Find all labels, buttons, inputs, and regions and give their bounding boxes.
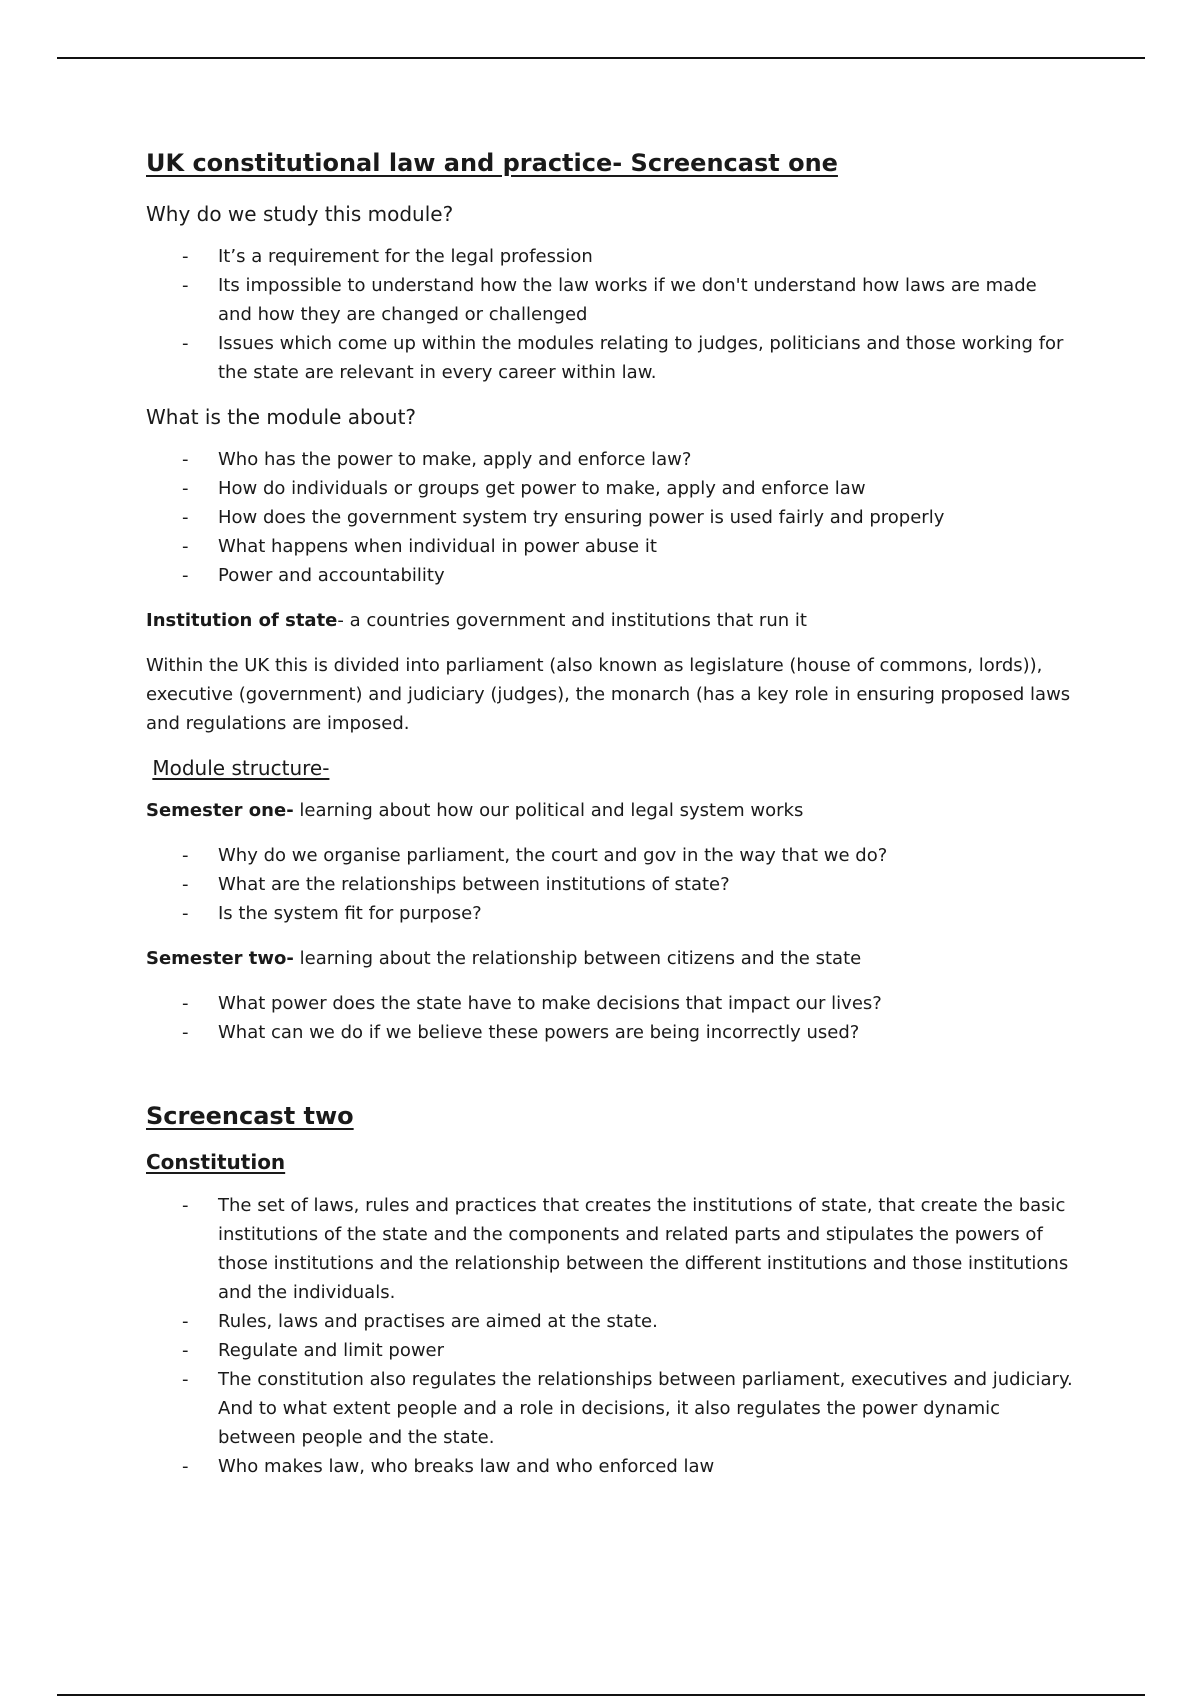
list-item: - How do individuals or groups get power to make, apply and enforce law	[146, 474, 1076, 503]
list-item: - Is the system fit for purpose?	[146, 899, 1076, 928]
institution-term: Institution of state	[146, 610, 338, 631]
constitution-heading: Constitution	[146, 1150, 286, 1174]
institution-definition-text: - a countries government and institutions that run it	[337, 610, 807, 631]
list-item: - What happens when individual in power abuse it	[146, 532, 1076, 561]
section-spacer	[146, 1063, 1076, 1099]
semester-two-paragraph	[146, 944, 1076, 973]
semester-one-paragraph	[146, 796, 1076, 825]
question-module-about: What is the module about?	[146, 405, 417, 429]
constitution-list	[146, 1191, 1076, 1481]
semester-two-list	[146, 989, 1076, 1047]
list-item: - Regulate and limit power	[146, 1336, 1076, 1365]
list-item: - It’s a requirement for the legal profession	[146, 242, 1076, 271]
module-structure-label: Module structure-	[152, 756, 330, 780]
module-structure-heading	[146, 754, 1076, 782]
uk-division-paragraph: Within the UK this is divided into parliament (also known as legislature (house of commons, lords)), executive (government) and judiciary (judges), the monarch (has a key role in ensuring proposed laws and regulations are imposed.	[146, 655, 1071, 734]
institution-definition	[146, 606, 1076, 635]
list-item: - Who has the power to make, apply and enforce law?	[146, 445, 1076, 474]
list-item: - Power and accountability	[146, 561, 1076, 590]
document-body	[146, 146, 1076, 1497]
question-why-study: Why do we study this module?	[146, 202, 454, 226]
list-item: - Issues which come up within the modules relating to judges, politicians and those working for the state are relevant in every career within law.	[146, 329, 1076, 387]
list-item: - The constitution also regulates the relationships between parliament, executives and judiciary. And to what extent people and a role in decisions, it also regulates the power dynamic between people and the state.	[146, 1365, 1076, 1452]
list-item: - How does the government system try ensuring power is used fairly and properly	[146, 503, 1076, 532]
bottom-page-rule	[57, 1694, 1145, 1696]
semester-one-text: learning about how our political and legal system works	[293, 800, 804, 821]
semester-two-text: learning about the relationship between citizens and the state	[293, 948, 862, 969]
list-item: - Rules, laws and practises are aimed at the state.	[146, 1307, 1076, 1336]
semester-two-label: Semester two-	[146, 948, 294, 969]
list-item: - Who makes law, who breaks law and who enforced law	[146, 1452, 1076, 1481]
list-item: - Why do we organise parliament, the court and gov in the way that we do?	[146, 841, 1076, 870]
why-study-list	[146, 242, 1076, 387]
list-item: - What power does the state have to make decisions that impact our lives?	[146, 989, 1076, 1018]
semester-one-list	[146, 841, 1076, 928]
top-page-rule	[57, 57, 1145, 59]
list-item: - What are the relationships between institutions of state?	[146, 870, 1076, 899]
module-about-list	[146, 445, 1076, 590]
document-title: UK constitutional law and practice- Screencast one	[146, 149, 838, 177]
list-item: - Its impossible to understand how the law works if we don't understand how laws are made and how they are changed or challenged	[146, 271, 1076, 329]
semester-one-label: Semester one-	[146, 800, 294, 821]
screencast-two-heading: Screencast two	[146, 1102, 354, 1130]
list-item: - What can we do if we believe these powers are being incorrectly used?	[146, 1018, 1076, 1047]
list-item: - The set of laws, rules and practices that creates the institutions of state, that create the basic institutions of the state and the components and related parts and stipulates the powers of those institutions and the relationship between the different institutions and those institutions and the individuals.	[146, 1191, 1076, 1307]
